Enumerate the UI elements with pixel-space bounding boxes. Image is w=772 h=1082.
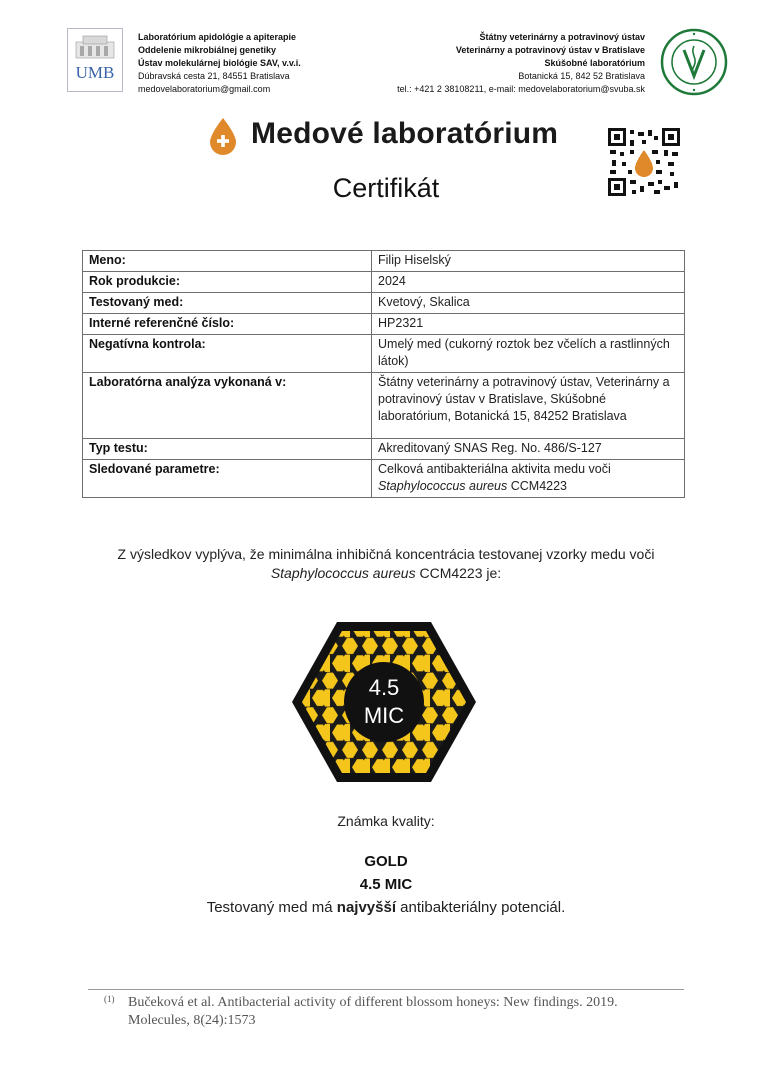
table-row bbox=[83, 460, 685, 498]
table-row bbox=[83, 335, 685, 373]
qr-code[interactable] bbox=[608, 128, 680, 196]
table-row bbox=[83, 251, 685, 272]
summary-suffix: CCM4223 je: bbox=[419, 565, 502, 581]
row-value: Kvetový, Skalica bbox=[372, 293, 685, 314]
row-value: Umelý med (cukorný roztok bez včelích a rastlinných látok) bbox=[372, 335, 685, 373]
header-right-line1: Štátny veterinárny a potravinový ústav bbox=[479, 32, 645, 42]
header-left-line2: Oddelenie mikrobiálnej genetiky bbox=[138, 45, 277, 55]
row-value: 2024 bbox=[372, 272, 685, 293]
row-label: Testovaný med: bbox=[83, 293, 372, 314]
certificate-title: Certifikát bbox=[332, 173, 440, 203]
badge-unit: MIC bbox=[363, 703, 405, 728]
brand-title: Medové laboratórium bbox=[251, 117, 559, 150]
row-value bbox=[372, 460, 685, 498]
umb-logo bbox=[67, 28, 123, 92]
footnote-line1: Bučeková et al. Antibacterial activity of different blossom honeys: New findings. 2019. bbox=[128, 995, 618, 1010]
header-right-line2: Veterinárny a potravinový ústav v Bratislave bbox=[455, 45, 645, 55]
mic-badge bbox=[290, 620, 478, 784]
header-right-address: Botanická 15, 842 52 Bratislava bbox=[518, 71, 645, 81]
table-row bbox=[83, 439, 685, 460]
header-left-institution bbox=[138, 31, 301, 96]
svps-seal-logo bbox=[660, 28, 728, 96]
quality-mic: 4.5 MIC bbox=[359, 876, 413, 893]
header-right-institution bbox=[397, 31, 645, 96]
row-value: Filip Hiselský bbox=[372, 251, 685, 272]
header-left-line3: Ústav molekulárnej biológie SAV, v.v.i. bbox=[138, 58, 301, 68]
row-label: Meno: bbox=[83, 251, 372, 272]
row-label: Typ testu: bbox=[83, 439, 372, 460]
summary-line: Z výsledkov vyplýva, že minimálna inhibičná koncentrácia testovanej vzorky medu voči bbox=[117, 546, 655, 562]
row-label: Rok produkcie: bbox=[83, 272, 372, 293]
footnote-marker: (1) bbox=[104, 994, 115, 1004]
quality-grade: GOLD bbox=[364, 853, 408, 870]
certificate-info-table bbox=[82, 250, 685, 498]
row-value: Akreditovaný SNAS Reg. No. 486/S-127 bbox=[372, 439, 685, 460]
header-right-line3: Skúšobné laboratórium bbox=[544, 58, 645, 68]
row-label: Interné referenčné číslo: bbox=[83, 314, 372, 335]
quality-potential bbox=[0, 899, 772, 916]
potential-suffix: antibakteriálny potenciál. bbox=[400, 899, 566, 916]
table-row bbox=[83, 272, 685, 293]
summary-organism-line bbox=[0, 564, 772, 583]
summary-bacteria: Staphylococcus aureus bbox=[270, 565, 416, 581]
header-left-address: Dúbravská cesta 21, 84551 Bratislava bbox=[138, 71, 290, 81]
result-summary bbox=[0, 545, 772, 583]
honey-drop-icon bbox=[207, 117, 239, 155]
strain-code: CCM4223 bbox=[510, 479, 568, 493]
quality-label: Známka kvality: bbox=[337, 813, 435, 829]
table-row bbox=[83, 373, 685, 439]
umb-logo-text: UMB bbox=[75, 63, 115, 82]
row-label: Negatívna kontrola: bbox=[83, 335, 372, 373]
row-value: Štátny veterinárny a potravinový ústav, Veterinárny a potravinový ústav v Bratislave, Skúšobné laboratórium, Botanická 15, 84252 Bratislava bbox=[372, 373, 685, 439]
row-label: Laboratórna analýza vykonaná v: bbox=[83, 373, 372, 439]
header-left-line1: Laboratórium apidológie a apiterapie bbox=[138, 32, 297, 42]
footnote-line2: Molecules, 8(24):1573 bbox=[128, 1013, 256, 1028]
row-label: Sledované parametre: bbox=[83, 460, 372, 498]
bacteria-name: Staphylococcus aureus bbox=[378, 479, 508, 493]
badge-value: 4.5 bbox=[368, 675, 400, 700]
header-left-email: medovelaboratorium@gmail.com bbox=[138, 84, 271, 94]
footnote-divider bbox=[88, 989, 684, 990]
header-right-contact: tel.: +421 2 38108211, e-mail: medovelaboratorium@svuba.sk bbox=[397, 84, 645, 94]
potential-prefix: Testovaný med má bbox=[206, 899, 333, 916]
table-row bbox=[83, 314, 685, 335]
parameter-text: Celková antibakteriálna aktivita medu voči bbox=[378, 462, 611, 476]
row-value: HP2321 bbox=[372, 314, 685, 335]
potential-strong: najvyšší bbox=[336, 899, 396, 916]
table-row bbox=[83, 293, 685, 314]
university-building-icon bbox=[74, 34, 116, 60]
footnote-reference bbox=[128, 994, 688, 1030]
